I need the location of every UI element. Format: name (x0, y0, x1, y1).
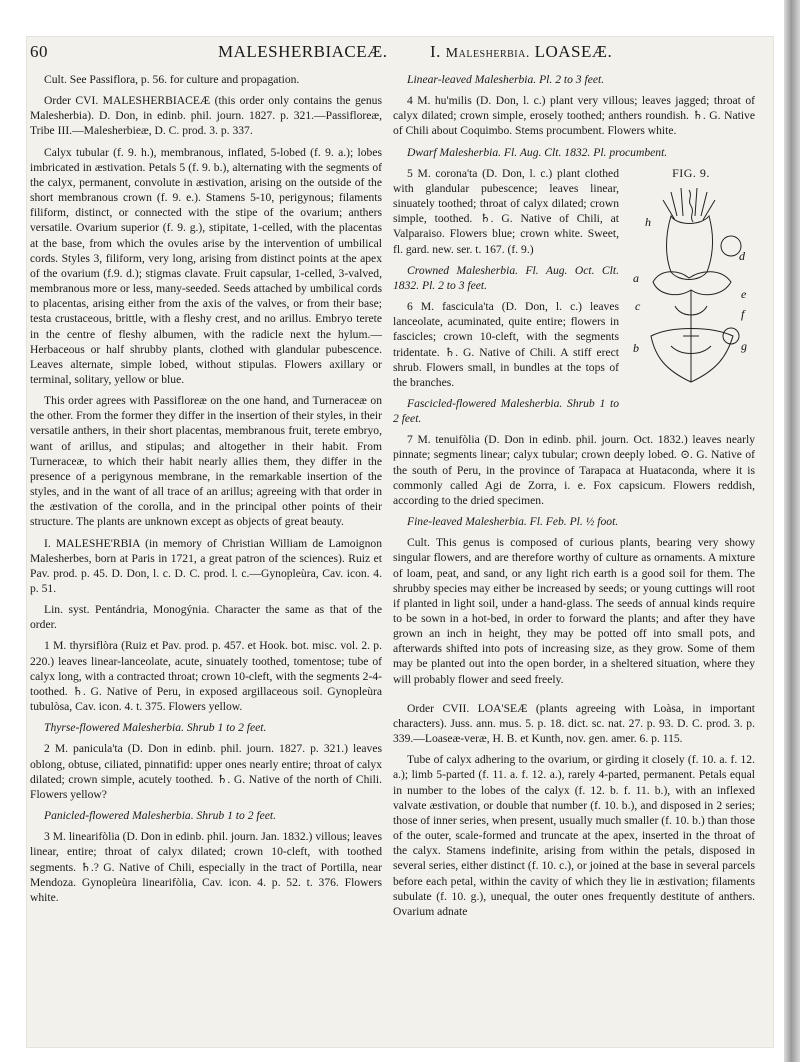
corolla-outline (653, 272, 731, 295)
fig-letter-a: a (633, 270, 639, 285)
right-column (393, 72, 755, 925)
fig-letter-e: e (741, 286, 747, 301)
paragraph: I. MALESHE'RBIA (in memory of Christian William de Lamoignon Malesherbes, born at Paris in 1721, a great patron of the sciences). Ruiz et Pav. prod. p. 45. D. Don, l. c. D. C. prod. l. c.—Gynopleùra, Cav. icon. 4. p. 51. (30, 536, 382, 595)
fig-letter-c: c (635, 298, 641, 313)
figure-9 (627, 166, 755, 402)
species-entry: 7 M. tenuifòlia (D. Don in edinb. phil. journ. Oct. 1832.) leaves nearly pinnate; segments linear; calyx tubular; crown deeply lobed. ⊙. G. Native of the south of Peru, in the province of Tarapaca at Huataconda, where it is commonly called Agi de Zorra, i. e. Fox capsicum. Flowers reddish, according to the dried specimen. (393, 433, 755, 507)
figure-label: FIG. 9. (672, 165, 710, 180)
header-genus-title: I. Malesherbia. LOASEÆ. (430, 42, 613, 61)
paragraph: Calyx tubular (f. 9. h.), membranous, inflated, 5-lobed (f. 9. a.); lobes imbricated in æstivation. Petals 5 (f. 9. b.), alternating with the segments of the calyx, permanent, convolute in æstivation, arising on the outside of the short membranous crown (f. 9. e.). Stamens 5-10, perigynous; filaments filiform, distinct, or connected with the stipe of the ovarium; anthers versatile. Ovarium superior (f. 9. g.), stipitate, 1-celled, with the placentas at the base, from which the ovules arise by the intervention of umbilical cords. Styles 3, filiform, very long, arising from distinct points at the apex of the ovarium (f.9. d.); stigmas clavate. Fruit capsular, 1-celled, 3-valved, membranous more or less, many-seeded. Seeds attached by umbilical cords to placentas, arising either from the axis of the valves, or from their base; testa crustaceous, brittle, with a fleshy crest, and no arillus. Embryo terete in the centre of fleshy albumen, with the radicle next the hylum.—Herbaceous or half shrubby plants, clothed with glandular pubescence. Leaves alternate, simple lobed, without stipulas. Flowers axillary or terminal, solitary, yellow or blue. (30, 145, 382, 386)
species-note: Crowned Malesherbia. Fl. Aug. Oct. Clt. 1832. Pl. 2 to 3 feet. (393, 263, 619, 292)
paragraph: This order agrees with Passifloreæ on the one hand, and Turneraceæ on the other. From the former they differ in the insertion of their styles, in their versatile anthers, in their short placentas, membranous fruit, terete embryo, want of arillus, and stipulas; and altogether in their habit. From Turneraceæ, to which their habit nearly allies them, they differ in the presence of a perigynous membrane, in the remarkable insertion of the styles, and in the want of all trace of an arillus; agreeing with that order in the æstivation of the corolla, and in the principal other points of their structure. The plants are unknown except as objects of great beauty. (30, 394, 382, 529)
running-header (30, 42, 744, 68)
fig-letter-d: d (739, 248, 745, 263)
species-entry: 4 M. hu'milis (D. Don, l. c.) plant very villous; leaves jagged; throat of calyx dilated; crown simple, erosely toothed; anthers roundish. ♄. G. Native of Chili about Coquimbo. Stems procumbent. Flowers white. (393, 94, 755, 138)
left-column (30, 72, 382, 911)
paragraph: Cult. See Passiflora, p. 56. for culture and propagation. (44, 73, 300, 86)
species-entry: 6 M. fascicula'ta (D. Don, l. c.) leaves lanceolate, acuminated, quite entire; flowers in fascicles; crown 10-cleft, with the segments tridentate. ♄. G. Native of Chili. A stiff erect shrub. Flowers small, in bundles at the tops of the branches. (393, 300, 619, 389)
fig-letter-f: f (741, 306, 745, 321)
fig-letter-g: g (741, 338, 747, 353)
species-note: Thyrse-flowered Malesherbia. Shrub 1 to 2 feet. (44, 721, 267, 735)
species-entry: 5 M. corona'ta (D. Don, l. c.) plant clothed with glandular pubescence; leaves linear, sinuately toothed; throat of calyx dilated; crown simple, toothed. ♄. G. Native of Chili, at Valparaiso. Flowers blue; crown white. Sweet, fl. gard. new. ser. t. 167. (f. 9.) (393, 166, 619, 256)
header-order-title: MALESHERBIACEÆ. (218, 42, 388, 61)
fig-letter-h: h (645, 214, 651, 229)
stamen-head (721, 236, 741, 256)
paragraph: Cult. This genus is composed of curious plants, bearing very showy singular flowers, and are therefore worthy of culture as ornaments. A mixture of loam, peat, and sand, or any light rich earth is a good soil for them. The shrubby species may either be increased by seeds; or young cuttings will root if planted in light soil, under a hand-glass. The seeds of annual kinds require to be sown in a hot-bed, in order to forward the plants; and after they have grown an inch in height, they may be potted off into small pots, and afterwards shifted into pots of increasing size, as they grow. Some of them may be planted out into the open border, in a sheltered situation, where they will probably flower and seed freely. (393, 536, 755, 686)
species-note: Fascicled-flowered Malesherbia. Shrub 1 to 2 feet. (393, 396, 619, 426)
species-note: Panicled-flowered Malesherbia. Shrub 1 to 2 feet. (44, 809, 277, 823)
species-entry: 2 M. panicula'ta (D. Don in edinb. phil. journ. 1827. p. 321.) leaves oblong, obtuse, ciliated, pinnatifid: upper ones nearly entire; throat of calyx dilated; crown simple, acutely toothed. ♄. G. Native of the north of Chili. Flowers yellow? (30, 742, 382, 801)
species-entry: 1 M. thyrsiflòra (Ruiz et Pav. prod. p. 457. et Hook. bot. misc. vol. 2. p. 220.) leaves linear-lanceolate, acute, sinuately toothed, tomentose; tube of calyx long, with a contracted throat; crown 10-cleft, with the segments 2-4-toothed. ♄. G. Native of Peru, in exposed argillaceous soil. Gynopleùra tubulòsa, Cav. icon. 4. t. 375. Flowers yellow. (30, 639, 382, 714)
species-note: Dwarf Malesherbia. Fl. Aug. Clt. 1832. Pl. procumbent. (407, 145, 668, 159)
page-number: 60 (30, 42, 48, 61)
species-entry: 3 M. linearifòlia (D. Don in edinb. phil. journ. Jan. 1832.) villous; leaves linear, entire; throat of calyx dilated; crown 10-cleft, with toothed segments. ♄.? G. Native of Chili, especially in the tract of Portilla, near Mendoza. Gynopleùra linearifòlia, Cav. icon. 4. p. 52. t. 376. Flowers white. (30, 830, 382, 904)
species-note: Linear-leaved Malesherbia. Pl. 2 to 3 feet. (407, 73, 605, 86)
flower-stem (689, 190, 693, 222)
fig-letter-b: b (633, 340, 639, 355)
flower-illustration (631, 186, 753, 396)
paragraph: Tube of calyx adhering to the ovarium, or girding it closely (f. 10. a. f. 12. a.); limb 5-parted (f. 11. a. f. 12. a.), rarely 4-parted, permanent. Petals equal in number to the lobes of the calyx (f. 12. b. f. 11. b.), with an inflexed valvate æstivation, or double that number (f. 10. b.), and disposed in 2 series; those of inner series, when present, usually much smaller (f. 10. b.) than those of the outer, scale-formed and truncate at the apex, inserted in the throat of the calyx. Stamens indefinite, arising from within the petals, disposed in several series, either distinct (f. 10. c.), or joined at the base in several parcels before each petal, within the cavity of which they lie in æstivation; filaments subulate (f. 10. g.), unequal, the outer ones frequently destitute of anthers. Ovarium adnate (393, 753, 755, 918)
paragraph: Order CVII. LOA'SEÆ (plants agreeing with Loàsa, in important characters). Juss. ann. mus. 5. p. 18. dict. sc. nat. 27. p. 93. D. C. prod. 3. p. 339.—Loaseæ-veræ, H. B. et Kunth, nov. gen. amer. 6. p. 115. (393, 701, 755, 746)
paragraph: Lin. syst. Pentándria, Monogýnia. Character the same as that of the order. (30, 603, 382, 632)
calyx-tube (667, 216, 713, 280)
flower-detail (671, 336, 711, 382)
lower-flower (651, 328, 733, 382)
species-note: Fine-leaved Malesherbia. Fl. Feb. Pl. ½ foot. (407, 515, 619, 529)
paragraph: Order CVI. MALESHERBIACEÆ (this order only contains the genus Malesherbia). D. Don, in edinb. phil. journ. 1827. p. 321.—Passifloreæ, Tribe III.—Malesherbieæ, D. C. prod. 3. p. 337. (30, 94, 382, 138)
page-edge (784, 0, 800, 1062)
